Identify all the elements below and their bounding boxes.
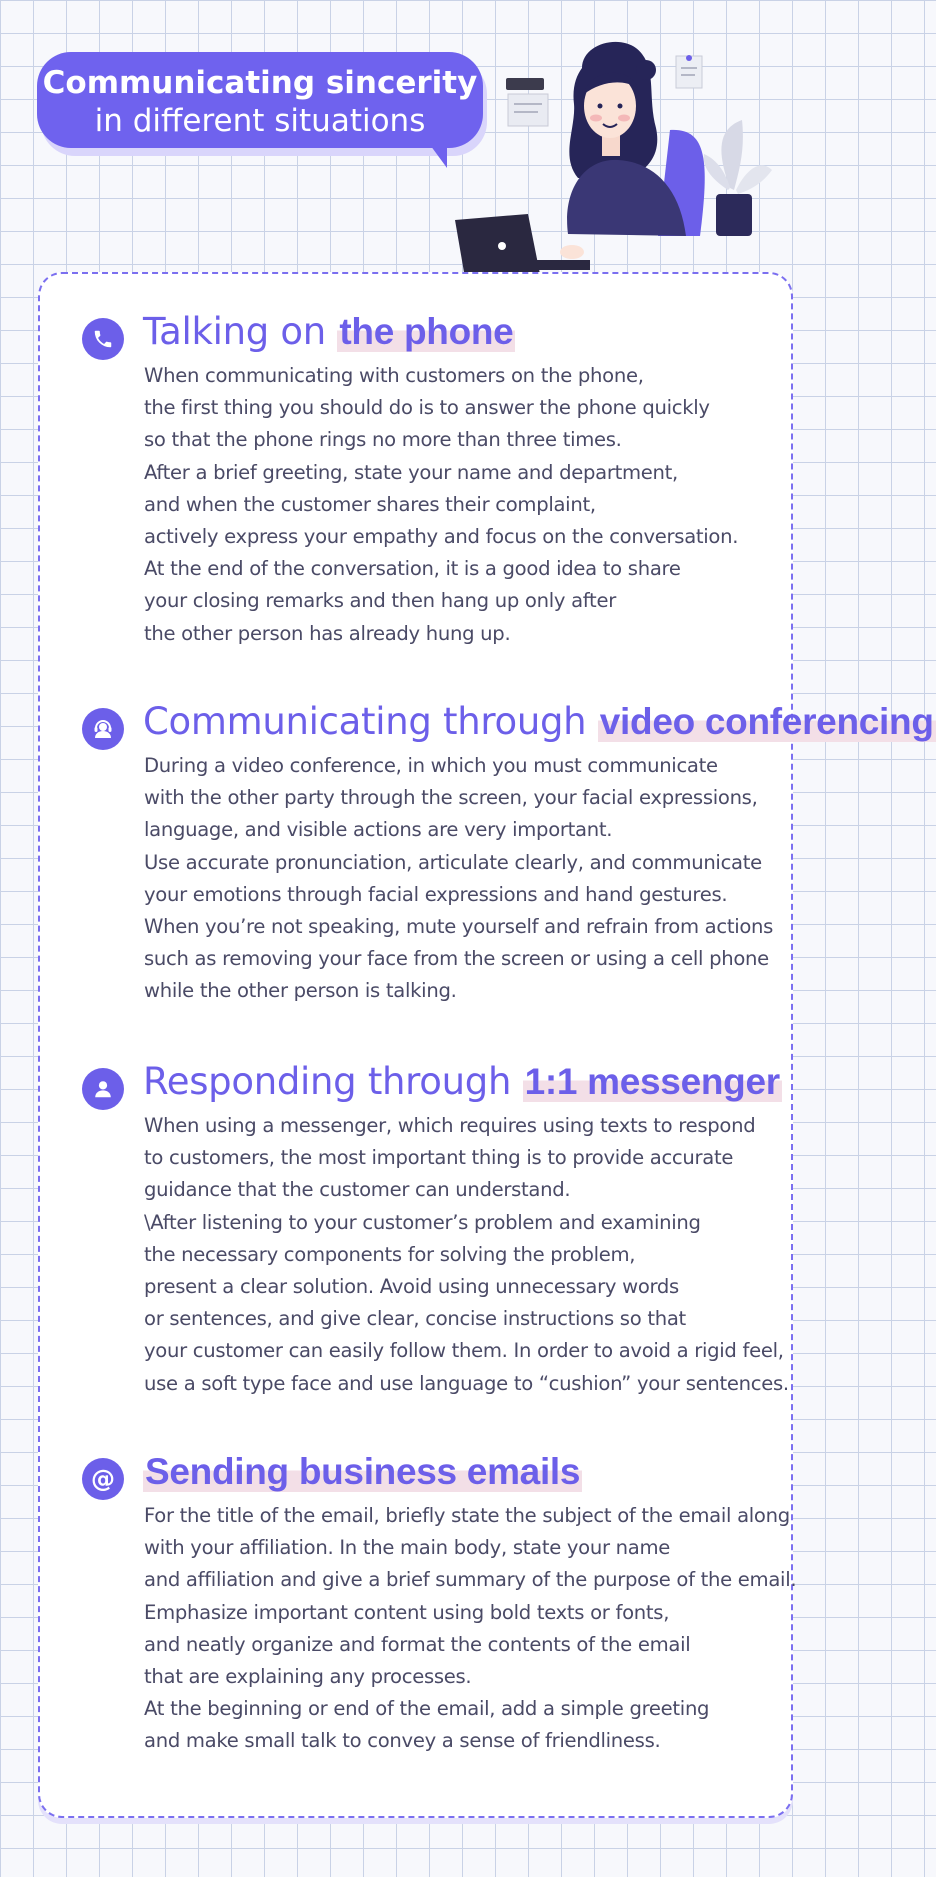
body-line: use a soft type face and use language to “cushion” your sentences. [144,1371,789,1395]
title-line-2: in different situations [94,103,426,139]
section-title [143,310,515,353]
body-line: your closing remarks and then hang up only after [144,589,616,613]
section-title [143,700,936,743]
section-title-highlight: the phone [339,311,514,352]
body-line: the first thing you should do is to answer the phone quickly [144,396,710,420]
body-line: while the other person is talking. [144,979,457,1003]
body-line: present a clear solution. Avoid using unnecessary words [144,1275,679,1299]
body-line: your emotions through facial expressions and hand gestures. [144,882,728,906]
body-line: When you’re not speaking, mute yourself and refrain from actions [144,915,774,939]
body-line: At the end of the conversation, it is a good idea to share [144,557,681,581]
title-bubble [37,52,483,148]
section-title [143,1060,782,1103]
section-body [144,360,784,650]
body-line: For the title of the email, briefly state the subject of the email along [144,1504,790,1527]
content-card [38,272,934,1818]
headset-icon [82,708,124,750]
section-title-plain: Responding through [143,1060,523,1103]
section-title-highlight: video conferencing [599,701,934,742]
body-line: your customer can easily follow them. In order to avoid a rigid feel, [144,1339,784,1363]
body-line: so that the phone rings no more than three times. [144,428,622,452]
phone-icon [82,318,124,360]
body-line: with the other party through the screen, your facial expressions, [144,786,758,810]
body-line: and affiliation and give a brief summary of the purpose of the email. [144,1568,797,1592]
body-line: After a brief greeting, state your name and department, [144,460,678,484]
woman-laptop-illustration [490,38,780,278]
title-line-1: Communicating sincerity [42,65,478,101]
body-line: actively express your empathy and focus on the conversation. [144,525,739,549]
body-line: language, and visible actions are very important. [144,818,613,842]
body-line: \After listening to your customer’s problem and examining [144,1210,701,1234]
section-title-plain: Talking on [143,310,338,353]
body-line: to customers, the most important thing is to provide accurate [144,1146,734,1170]
section-title-highlight: Sending business emails [145,1451,581,1492]
body-line: with your affiliation. In the main body, state your name [144,1536,671,1560]
body-line: When communicating with customers on the phone, [144,364,644,387]
body-line: that are explaining any processes. [144,1665,472,1689]
body-line: During a video conference, in which you must communicate [144,754,718,777]
body-line: guidance that the customer can understand. [144,1178,571,1202]
body-line: the other person has already hung up. [144,621,511,645]
body-line: and neatly organize and format the contents of the email [144,1632,691,1656]
body-line: or sentences, and give clear, concise instructions so that [144,1307,686,1331]
at-sign-icon: @ [82,1458,124,1500]
section-body [144,1500,797,1758]
body-line: the necessary components for solving the problem, [144,1242,636,1266]
body-line: such as removing your face from the screen or using a cell phone [144,947,769,971]
body-line: and make small talk to convey a sense of friendliness. [144,1729,661,1753]
body-line: When using a messenger, which requires using texts to respond [144,1114,756,1137]
section-title [143,1450,582,1493]
person-icon [82,1068,124,1110]
body-line: and when the customer shares their complaint, [144,492,596,516]
body-line: Use accurate pronunciation, articulate clearly, and communicate [144,850,762,874]
section-title-plain: Communicating through [143,700,598,743]
section-title-highlight: 1:1 messenger [524,1061,780,1102]
section-body [144,750,784,1008]
body-line: Emphasize important content using bold texts or fonts, [144,1600,670,1624]
body-line: At the beginning or end of the email, add a simple greeting [144,1697,710,1721]
section-body [144,1110,789,1400]
